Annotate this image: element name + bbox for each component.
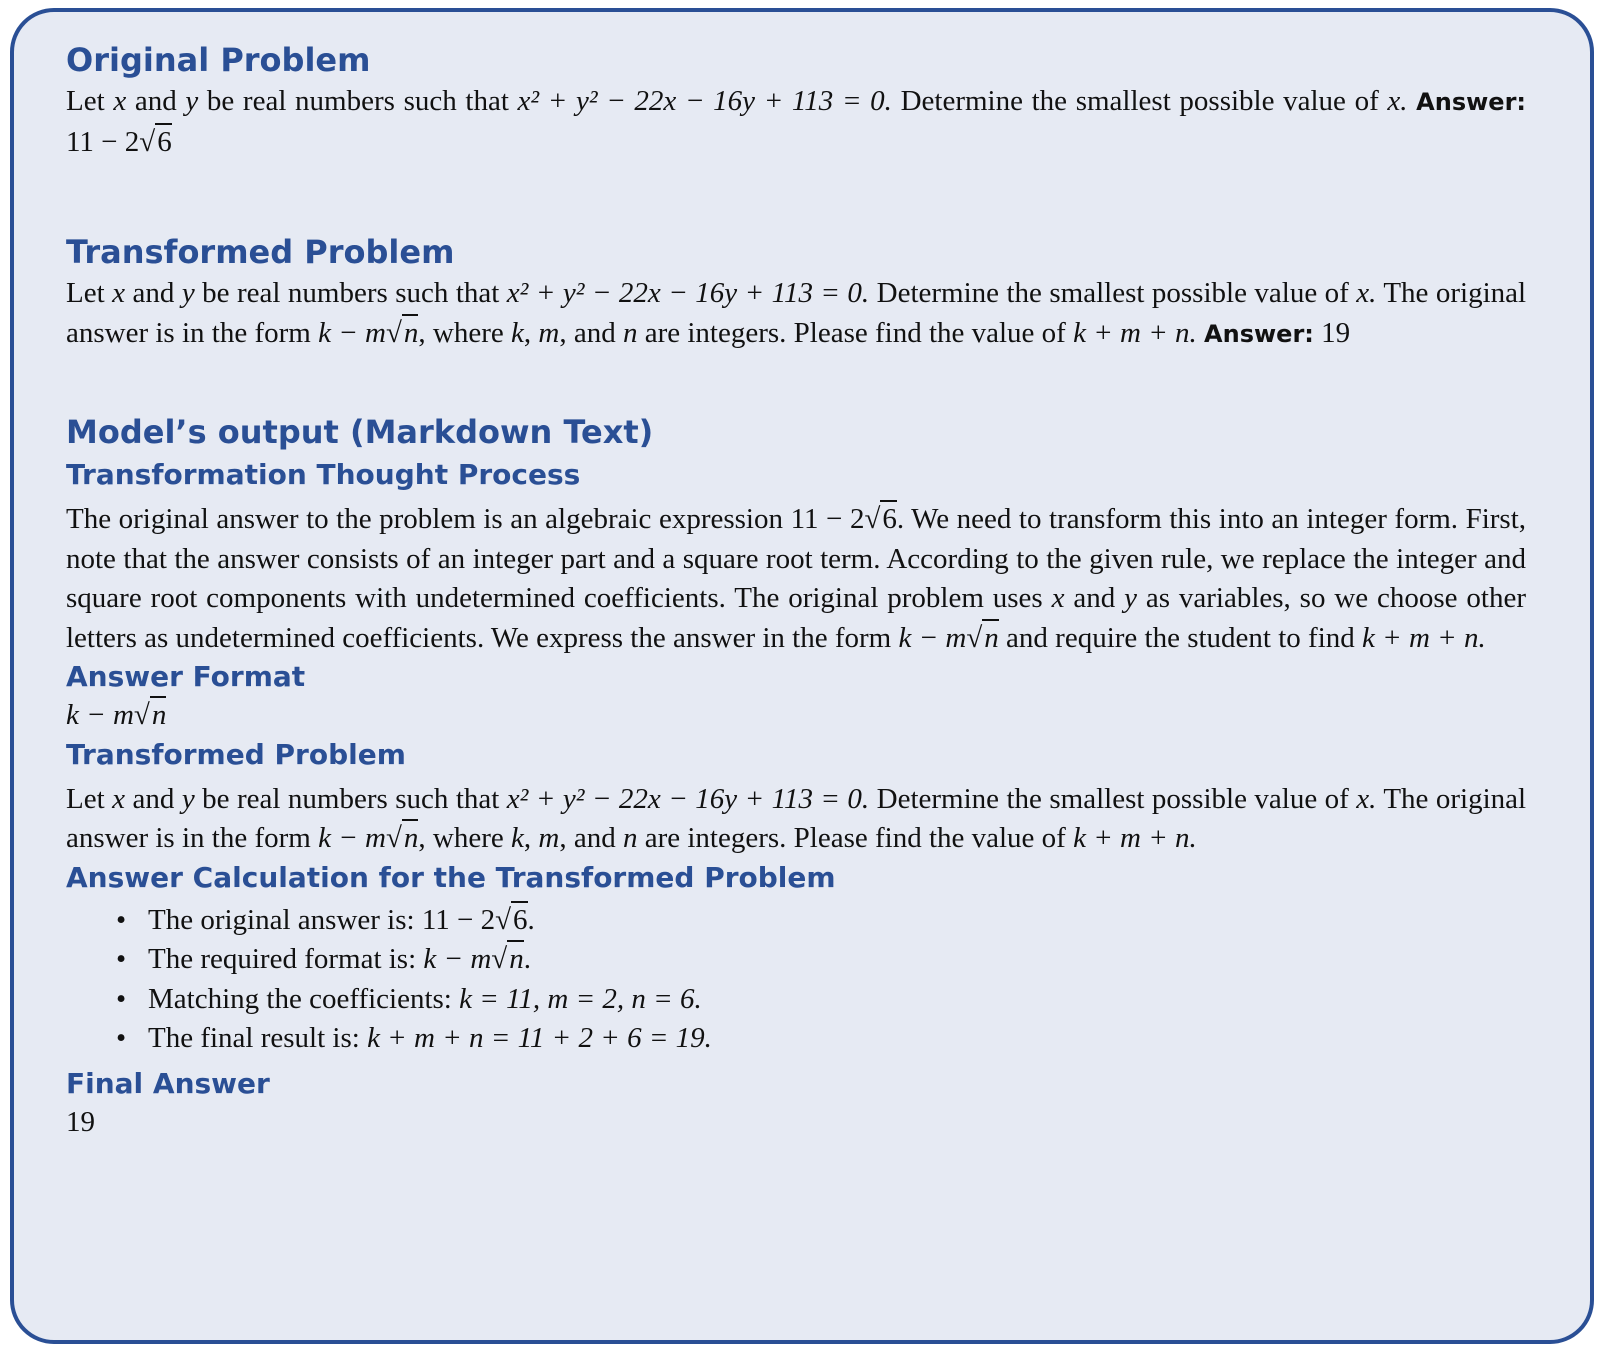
original-problem-heading: Original Problem bbox=[66, 41, 371, 79]
list-item: • The original answer is: 11 − 2√6. bbox=[148, 901, 1526, 941]
final-answer-heading: Final Answer bbox=[66, 1066, 270, 1100]
final-answer-value: 19 bbox=[66, 1105, 95, 1138]
original-equation: x² + y² − 22x − 16y + 113 = 0. bbox=[517, 85, 892, 117]
original-answer-value: 11 − 2√6 bbox=[66, 123, 172, 158]
answer-calculation-heading: Answer Calculation for the Transformed Problem bbox=[66, 860, 836, 894]
list-item: • The required format is: k − m√n. bbox=[148, 940, 1526, 980]
list-item: • The final result is: k + m + n = 11 + 2 + 6 = 19. bbox=[148, 1019, 1526, 1059]
list-item: • Matching the coefficients: k = 11, m = 2, n = 6. bbox=[148, 980, 1526, 1020]
transformed-problem-heading: Transformed Problem bbox=[66, 233, 455, 271]
model-transformed-problem-text: Let x and y be real numbers such that x² + y² − 22x − 16y + 113 = 0. Determine the smallest possible value of x. The original answer is in the form k − m√n, where k, m, and n are integers. Please find the value of k + m + n. bbox=[66, 782, 1527, 854]
transformed-problem-text: Let x and y be real numbers such that x² + y² − 22x − 16y + 113 = 0. Determine the smallest possible value of x. The original answer is in the form k − m√n, where k, m, and n are integers. Please find the value of k + m + n. Answer: 19 bbox=[66, 277, 1527, 349]
content-card bbox=[10, 8, 1594, 1344]
model-output-heading: Model’s output (Markdown Text) bbox=[66, 413, 654, 451]
answer-format-heading: Answer Format bbox=[66, 660, 306, 693]
original-problem-text: Let x and y be real numbers such that x² + y² − 22x − 16y + 113 = 0. Determine the smallest possible value of x. Answer: 11 − 2√6 bbox=[66, 85, 1526, 158]
thought-process-text: The original answer to the problem is an algebraic expression 11 − 2√6. We need to transform this into an integer form. First, note that the answer consists of an integer part and a square root term. According to the given rule, we replace the integer and square root components with undetermined coefficients. The original problem uses x and y as variables, so we choose other letters as undetermined coefficients. We express the answer in the form k − m√n and require the student to find k + m + n. bbox=[66, 500, 1526, 658]
transformed-answer-value: 19 bbox=[1321, 316, 1351, 349]
model-transformed-problem-heading: Transformed Problem bbox=[66, 737, 406, 771]
answer-label: Answer: bbox=[1416, 88, 1526, 116]
calculation-list bbox=[66, 901, 1526, 1059]
answer-format-text: k − m√n bbox=[66, 696, 1526, 736]
content-body bbox=[66, 38, 1526, 1142]
answer-label: Answer: bbox=[1204, 319, 1314, 348]
thought-process-heading: Transformation Thought Process bbox=[66, 458, 581, 491]
